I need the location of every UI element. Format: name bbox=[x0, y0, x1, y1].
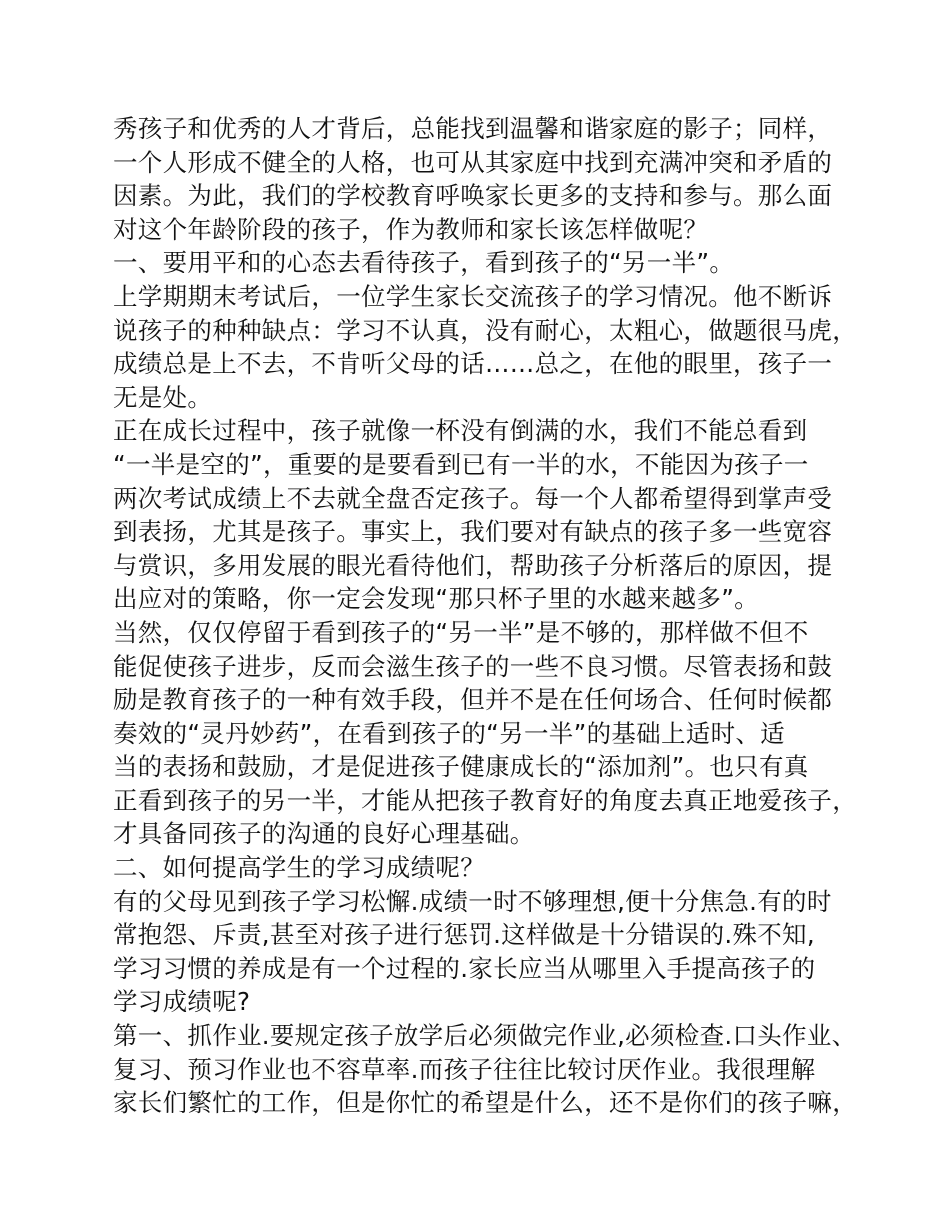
text-line: 能促使孩子进步，反而会滋生孩子的一些不良习惯。尽管表扬和鼓 bbox=[113, 651, 833, 681]
text-line: 到表扬，尤其是孩子。事实上，我们要对有缺点的孩子多一些宽容 bbox=[113, 517, 833, 547]
text-line: 常抱怨、斥责,甚至对孩子进行惩罚.这样做是十分错误的.殊不知, bbox=[113, 920, 815, 950]
text-line: 有的父母见到孩子学习松懈.成绩一时不够理想,便十分焦急.有的时 bbox=[113, 886, 832, 916]
text-line: 学习成绩呢? bbox=[113, 987, 251, 1017]
section-heading: 一、要用平和的心态去看待孩子，看到孩子的“另一半”。 bbox=[113, 248, 735, 278]
text-line: 第一、抓作业.要规定孩子放学后必须做完作业,必须检查.口头作业、 bbox=[113, 1021, 857, 1051]
text-line: 励是教育孩子的一种有效手段，但并不是在任何场合、任何时候都 bbox=[113, 685, 833, 715]
text-line: 成绩总是上不去，不肯听父母的话……总之，在他的眼里，孩子一 bbox=[113, 349, 833, 379]
text-line: 上学期期末考试后，一位学生家长交流孩子的学习情况。他不断诉 bbox=[113, 281, 833, 311]
text-line: 与赏识，多用发展的眼光看待他们，帮助孩子分析落后的原因，提 bbox=[113, 550, 833, 580]
document-body bbox=[113, 112, 873, 1120]
text-line: 两次考试成绩上不去就全盘否定孩子。每一个人都希望得到掌声受 bbox=[113, 483, 833, 513]
text-line: 家长们繁忙的工作，但是你忙的希望是什么，还不是你们的孩子嘛， bbox=[113, 1088, 857, 1118]
text-line: 当然，仅仅停留于看到孩子的“另一半”是不够的，那样做不但不 bbox=[113, 617, 809, 647]
text-line: 学习习惯的养成是有一个过程的.家长应当从哪里入手提高孩子的 bbox=[113, 953, 816, 983]
text-line: 说孩子的种种缺点：学习不认真，没有耐心，太粗心，做题很马虎， bbox=[113, 315, 857, 345]
text-line: 一个人形成不健全的人格，也可从其家庭中找到充满冲突和矛盾的 bbox=[113, 147, 833, 177]
text-line: 正看到孩子的另一半，才能从把孩子教育好的角度去真正地爱孩子， bbox=[113, 785, 857, 815]
text-line: “一半是空的”，重要的是要看到已有一半的水，不能因为孩子一 bbox=[113, 449, 809, 479]
text-line: 当的表扬和鼓励，才是促进孩子健康成长的“添加剂”。也只有真 bbox=[113, 752, 809, 782]
text-line: 因素。为此，我们的学校教育呼唤家长更多的支持和参与。那么面 bbox=[113, 181, 833, 211]
text-line: 奏效的“灵丹妙药”，在看到孩子的“另一半”的基础上适时、适 bbox=[113, 718, 785, 748]
text-line: 出应对的策略，你一定会发现“那只杯子里的水越来越多”。 bbox=[113, 584, 759, 614]
section-heading: 二、如何提高学生的学习成绩呢？ bbox=[113, 853, 485, 883]
text-line: 无是处。 bbox=[113, 382, 213, 412]
text-line: 对这个年龄阶段的孩子，作为教师和家长该怎样做呢？ bbox=[113, 214, 709, 244]
text-line: 复习、预习作业也不容草率.而孩子往往比较讨厌作业。我很理解 bbox=[113, 1054, 816, 1084]
text-line: 秀孩子和优秀的人才背后，总能找到温馨和谐家庭的影子；同样， bbox=[113, 114, 833, 143]
text-line: 才具备同孩子的沟通的良好心理基础。 bbox=[113, 819, 535, 849]
text-line: 正在成长过程中，孩子就像一杯没有倒满的水，我们不能总看到 bbox=[113, 416, 808, 446]
